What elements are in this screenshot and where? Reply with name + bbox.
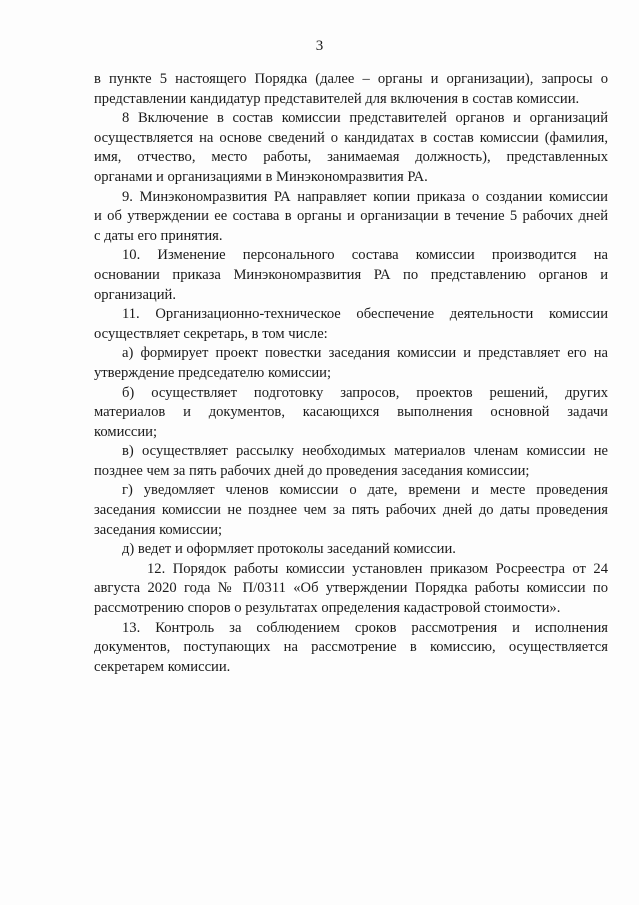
list-item-d: д) ведет и оформляет протоколы заседаний комиссии.: [122, 541, 456, 558]
paragraph-13-start: 13. Контроль за соблюдением сроков рассмотрения и исполнения: [122, 619, 608, 636]
text-line: позднее чем за пять рабочих дней до проведения заседания комиссии;: [94, 462, 530, 479]
text-line: утверждение председателю комиссии;: [94, 364, 331, 381]
list-item-b: б) осуществляет подготовку запросов, проектов решений, других: [122, 384, 608, 401]
list-item-v: в) осуществляет рассылку необходимых материалов членам комиссии не: [122, 443, 608, 460]
text-line: органами и организациями в Минэкономразвития РА.: [94, 168, 428, 185]
text-line: рассмотрению споров о результатах определения кадастровой стоимости».: [94, 600, 561, 617]
text-line: заседания комиссии;: [94, 521, 223, 538]
text-line: представлении кандидатур представителей для включения в состав комиссии.: [94, 90, 580, 107]
text-line: заседания комиссии не позднее чем за пять рабочих дней до даты проведения: [94, 502, 608, 519]
paragraph-12-start: 12. Порядок работы комиссии установлен приказом Росреестра от 24: [147, 560, 608, 577]
text-line: в пункте 5 настоящего Порядка (далее – органы и организации), запросы о: [94, 71, 608, 87]
text-line: осуществляет секретарь, в том числе:: [94, 325, 328, 342]
text-line: материалов и документов, касающихся выполнения основной задачи: [94, 404, 608, 421]
text-line: осуществляется на основе сведений о кандидатах в состав комиссии (фамилия,: [94, 129, 608, 146]
text-line: секретарем комиссии.: [94, 658, 231, 675]
text-line: документов, поступающих на рассмотрение в комиссию, осуществляется: [94, 639, 608, 656]
list-item-a: а) формирует проект повестки заседания комиссии и представляет его на: [122, 345, 608, 362]
text-line: и об утверждении ее состава в органы и организации в течение 5 рабочих дней: [94, 208, 608, 225]
paragraph-10-start: 10. Изменение персонального состава комиссии производится на: [122, 247, 608, 264]
paragraph-9-start: 9. Минэкономразвития РА направляет копии приказа о создании комиссии: [122, 188, 608, 205]
text-line: организаций.: [94, 286, 176, 303]
text-line: имя, отчество, место работы, занимаемая должность), представленных: [94, 149, 608, 166]
text-line: с даты его принятия.: [94, 227, 223, 244]
text-line: комиссии;: [94, 423, 158, 440]
paragraph-11-start: 11. Организационно-техническое обеспечение деятельности комиссии: [122, 306, 608, 323]
paragraph-8-start: 8 Включение в состав комиссии представителей органов и организаций: [122, 110, 608, 127]
list-item-g: г) уведомляет членов комиссии о дате, времени и месте проведения: [122, 482, 608, 499]
text-line: августа 2020 года № П/0311 «Об утверждении Порядка работы комиссии по: [94, 580, 608, 597]
page-number: 3: [315, 38, 324, 54]
document-body: [94, 70, 608, 677]
text-line: основании приказа Минэкономразвития РА по представлению органов и: [94, 266, 608, 283]
